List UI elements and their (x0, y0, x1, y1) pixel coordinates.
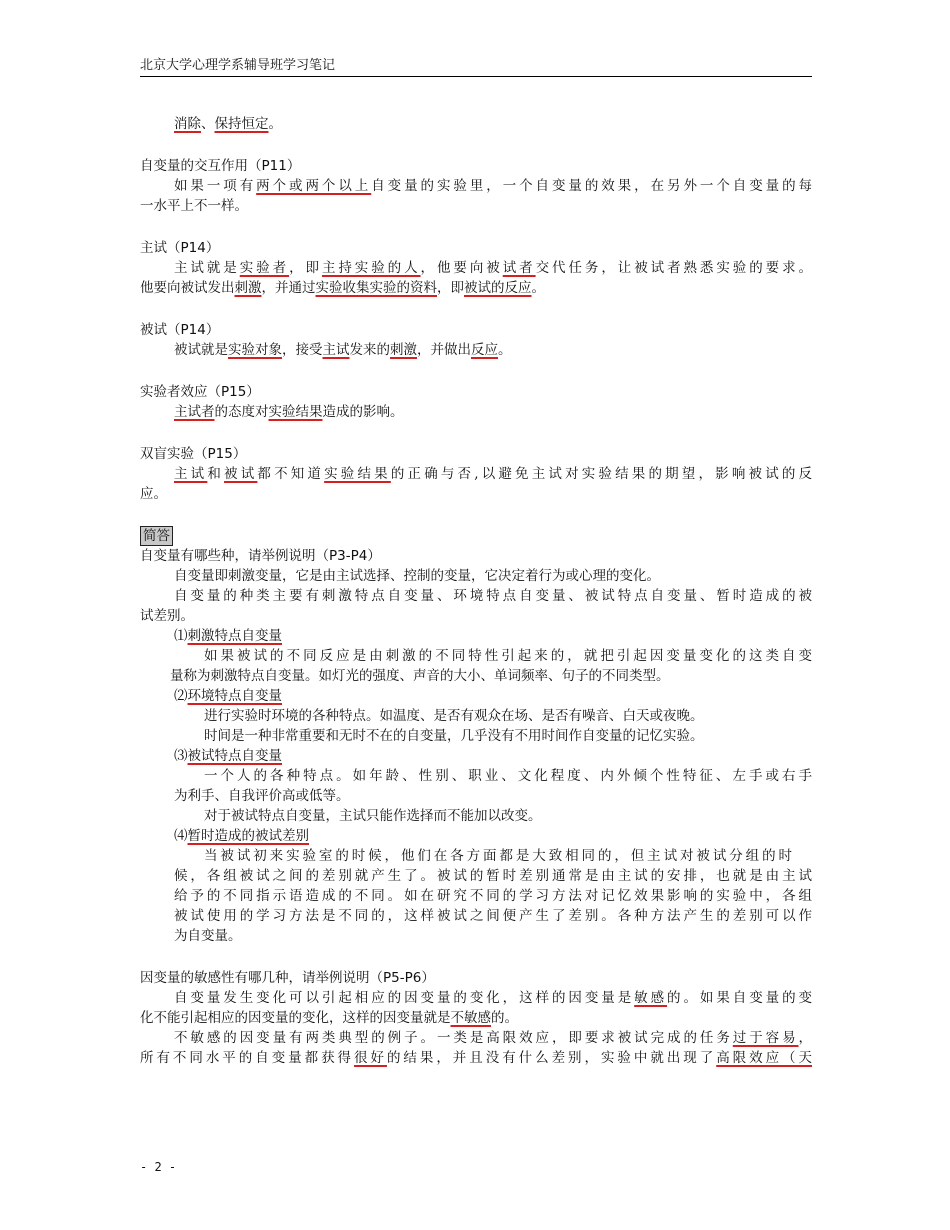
term: 高限效应（天 (716, 1050, 812, 1066)
paragraph-line (140, 464, 812, 484)
term: 很好 (354, 1050, 387, 1066)
list-item (140, 826, 812, 846)
paragraph-line: 试差别。 (140, 608, 194, 624)
term: 主试 (174, 466, 208, 482)
term: 主试 (322, 342, 350, 358)
text: 被试就是 (174, 342, 228, 358)
text: 他要向被试发出 (140, 280, 235, 296)
paragraph-line (140, 340, 812, 360)
term: 不敏感 (450, 1010, 491, 1026)
document-body (140, 114, 812, 1068)
text: 如果一项有 (174, 178, 257, 194)
list-item (140, 686, 812, 706)
paragraph-line (140, 1008, 812, 1028)
section-title: 自变量有哪些种，请举例说明（P3-P4） (140, 548, 381, 564)
term: 主持实验的人 (321, 260, 421, 276)
text: ，并通过 (261, 280, 316, 296)
text: ，即 (289, 260, 322, 276)
paragraph-line (140, 402, 812, 422)
paragraph-line (140, 1048, 812, 1068)
text: 的。 (491, 1010, 518, 1026)
text: 量称为刺激特点自变量。如灯光的强度、声音的大小、单词频率、句子的不同类型。 (170, 668, 670, 684)
paragraph-line: 自变量的种类主要有刺激特点自变量、环境特点自变量、被试特点自变量、暂时造成的被 (174, 588, 812, 604)
term: 消除 (174, 116, 201, 132)
text: 不敏感的因变量有两类典型的例子。一类是高限效应，即要求被试完成的任务 (174, 1030, 733, 1046)
text: 、 (201, 116, 215, 132)
term: 暂时造成的被试差别 (187, 828, 309, 844)
term: 被试的反应 (464, 280, 532, 296)
term: 被试 (224, 466, 258, 482)
paragraph-line (140, 1028, 812, 1048)
text: 都不知道 (257, 466, 325, 482)
text: 自变量发生变化可以引起相应的因变量的变化，这样的因变量是 (174, 990, 635, 1006)
section-title: 双盲实验（P15） (140, 446, 247, 462)
list-number: ⑷ (174, 828, 188, 844)
section-title: 被试（P14） (140, 322, 220, 338)
continued-line (140, 114, 812, 134)
paragraph-line: 为自变量。 (174, 928, 242, 944)
paragraph-line (110, 666, 812, 686)
text: 的正确与否,以避免主试对实验结果的期望，影响被试的反 (390, 466, 812, 482)
paragraph-line: 对于被试特点自变量，主试只能作选择而不能加以改变。 (204, 808, 542, 824)
term: 环境特点自变量 (187, 688, 282, 704)
section-title: 主试（P14） (140, 240, 220, 256)
page-header: 北京大学心理学系辅导班学习笔记 (140, 58, 812, 77)
text: ，并做出 (417, 342, 471, 358)
text: 的结果，并且没有什么差别，实验中就出现了 (386, 1050, 717, 1066)
section-title: 因变量的敏感性有哪几种，请举例说明（P5-P6） (140, 970, 435, 986)
term: 刺激特点自变量 (187, 628, 282, 644)
paragraph-line (140, 278, 812, 298)
term: 主试者 (174, 404, 215, 420)
paragraph-line: 一个人的各种特点。如年龄、性别、职业、文化程度、内外倾个性特征、左手或右手 (204, 768, 812, 784)
list-number: ⑴ (174, 628, 188, 644)
term: 实验结果 (324, 466, 391, 482)
text: 。 (531, 280, 545, 296)
text: 化不能引起相应的因变量的变化，这样的因变量就是 (140, 1010, 451, 1026)
text: 自变量的实验里，一个自变量的效果，在另外一个自变量的每 (371, 178, 812, 194)
text: 和 (207, 466, 225, 482)
text: 。 (498, 342, 512, 358)
badge-line (140, 526, 812, 546)
term: 实验对象 (228, 342, 282, 358)
paragraph-line: 为利手、自我评价高或低等。 (174, 788, 350, 804)
paragraph-line: 进行实验时环境的各种特点。如温度、是否有观众在场、是否有噪音、白天或夜晚。 (204, 708, 704, 724)
text: ，他要向被 (420, 260, 503, 276)
list-item (140, 746, 812, 766)
paragraph-line (140, 176, 812, 196)
term: 敏感 (634, 990, 668, 1006)
paragraph-line (140, 988, 812, 1008)
paragraph-line: 如果被试的不同反应是由刺激的不同特性引起来的，就把引起因变量变化的这类自变 (204, 648, 812, 664)
text: 的态度对 (214, 404, 269, 420)
term: 被试特点自变量 (187, 748, 282, 764)
short-answer-badge: 简答 (140, 526, 173, 546)
term: 刺激 (390, 342, 417, 358)
paragraph-line: 时间是一种非常重要和无时不在的自变量，几乎没有不用时间作自变量的记忆实验。 (204, 728, 704, 744)
paragraph-line: 应。 (140, 486, 167, 502)
term: 刺激 (234, 280, 262, 296)
term: 保持恒定 (214, 116, 269, 132)
term: 过于容易 (732, 1030, 799, 1046)
term: 两个或两个以上 (256, 178, 372, 194)
section-title: 实验者效应（P15） (140, 384, 260, 400)
term: 反应 (471, 342, 498, 358)
paragraph-line: 给予的不同指示语造成的不同。如在研究不同的学习方法对记忆效果影响的实验中，各组 (174, 888, 812, 904)
text: ，即 (437, 280, 464, 296)
text: 发来的 (349, 342, 390, 358)
term: 实验结果 (268, 404, 323, 420)
term: 实验者 (239, 260, 290, 276)
text: 主试就是 (174, 260, 240, 276)
text: ， (798, 1030, 812, 1046)
term: 实验收集实验的资料 (315, 280, 437, 296)
page-number: - 2 - (140, 1160, 177, 1174)
term: 试者 (502, 260, 536, 276)
text: 交代任务，让被试者熟悉实验的要求。 (535, 260, 812, 276)
paragraph-line: 当被试初来实验室的时候，他们在各方面都是大致相同的，但主试对被试分组的时 (204, 848, 792, 864)
list-number: ⑶ (174, 748, 188, 764)
paragraph-line (140, 258, 812, 278)
text: 。 (268, 116, 282, 132)
text: 的。如果自变量的变 (667, 990, 812, 1006)
paragraph-line: 候，各组被试之间的差别就产生了。被试的暂时差别通常是由主试的安排，也就是由主试 (174, 868, 812, 884)
text: 所有不同水平的自变量都获得 (140, 1050, 355, 1066)
list-item (140, 626, 812, 646)
paragraph-line: 被试使用的学习方法是不同的，这样被试之间便产生了差别。各种方法产生的差别可以作 (174, 908, 812, 924)
section-title: 自变量的交互作用（P11） (140, 158, 301, 174)
text: 造成的影响。 (322, 404, 404, 420)
list-number: ⑵ (174, 688, 188, 704)
paragraph-line: 自变量即刺激变量，它是由主试选择、控制的变量，它决定着行为或心理的变化。 (174, 568, 660, 584)
text: ，接受 (282, 342, 323, 358)
paragraph-line: 一水平上不一样。 (140, 198, 248, 214)
